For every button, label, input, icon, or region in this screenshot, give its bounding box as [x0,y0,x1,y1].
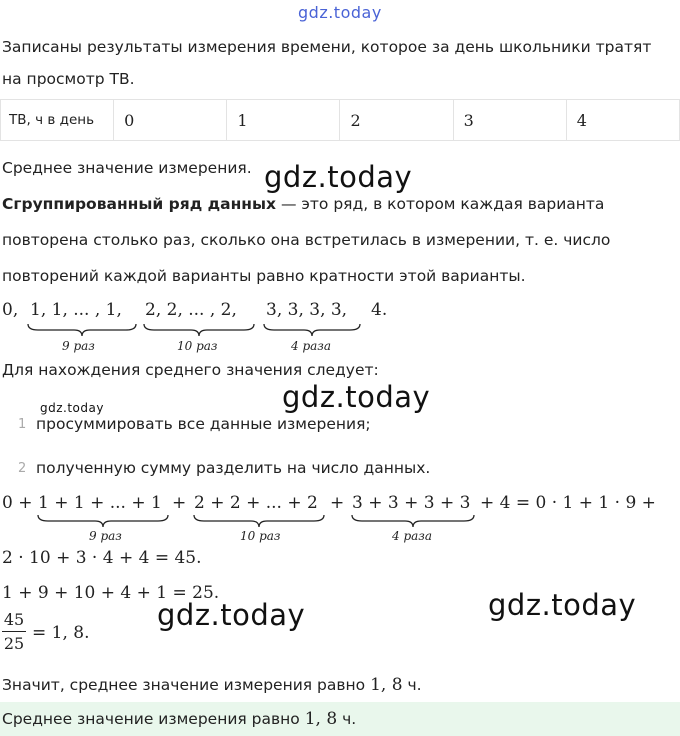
conclusion-text: Значит, среднее значение измерения равно [2,676,366,694]
underbrace-series-3 [262,322,362,338]
underbrace-label-sum-1: 9 раз [89,529,122,543]
table-row [1,100,680,141]
sum-plus-2: + [330,493,345,513]
series-group-3: 3, 3, 3, 3, [266,300,348,320]
fraction [2,610,26,653]
underbrace-sum-2 [192,513,326,529]
fraction-result: = 1, 8. [32,623,90,643]
step-number: 2 [18,461,27,476]
conclusion-value: 1, 8 [370,675,403,695]
fraction-denominator: 25 [3,634,25,653]
table-cell: 2 [340,100,453,141]
underbrace-label-sum-3: 4 раза [392,529,432,543]
watermark-mid2: gdz.today [282,380,431,414]
step-text: полученную сумму разделить на число данных. [36,459,431,477]
sum-line-2: 2 · 10 + 3 · 4 + 4 = 45. [2,548,202,568]
definition-line-1 [2,195,604,213]
series-group-2: 2, 2, ... , 2, [145,300,237,320]
steps-intro: Для нахождения среднего значения следует: [2,361,379,379]
series-first: 0, [2,300,19,320]
fraction-bar [2,631,26,632]
underbrace-label-sum-2: 10 раз [240,529,281,543]
watermark-left-low: gdz.today [157,598,306,632]
underbrace-series-1 [26,322,138,338]
series-last: 4. [371,300,388,320]
table-cell: 3 [453,100,566,141]
step-text: просуммировать все данные измерения; [36,415,371,433]
count-line: 1 + 9 + 10 + 4 + 1 = 25. [2,583,220,603]
definition-rest: — это ряд, в котором каждая варианта [276,195,605,213]
underbrace-sum-3 [350,513,476,529]
watermark-right-low: gdz.today [488,588,637,622]
mean-label: Среднее значение измерения. [2,159,252,177]
conclusion-unit: ч. [407,676,422,694]
sum-plus-1: + [172,493,187,513]
answer-line [2,709,356,729]
definition-line-3: повторений каждой варианты равно кратности этой варианты. [2,267,526,285]
answer-unit: ч. [342,710,357,728]
fraction-numerator: 45 [3,610,25,629]
sum-group-3: 3 + 3 + 3 + 3 [352,493,471,513]
underbrace-label-1: 9 раз [62,339,95,353]
sum-group-2: 2 + 2 + ... + 2 [194,493,318,513]
underbrace-sum-1 [36,513,170,529]
definition-term: Сгруппированный ряд данных [2,195,277,213]
tv-hours-table [0,99,680,141]
sum-tail: + 4 = 0 · 1 + 1 · 9 + [480,493,656,513]
answer-text: Среднее значение измерения равно [2,710,300,728]
watermark-mid1: gdz.today [264,160,413,194]
definition-line-2: повторена столько раз, сколько она встретилась в измерении, т. е. число [2,231,611,249]
intro-line-2: на просмотр ТВ. [2,70,135,88]
conclusion [2,675,422,695]
underbrace-label-2: 10 раз [177,339,218,353]
table-header-cell: ТВ, ч в день [1,100,114,141]
table-cell: 4 [566,100,679,141]
sum-part-0: 0 + [2,493,33,513]
underbrace-label-3: 4 раза [291,339,331,353]
watermark-small: gdz.today [40,401,104,415]
answer-value: 1, 8 [304,709,338,729]
intro-line-1: Записаны результаты измерения времени, которое за день школьники тратят [2,38,652,56]
series-group-1: 1, 1, ... , 1, [30,300,122,320]
table-cell: 0 [114,100,227,141]
answer-box [0,702,680,736]
underbrace-series-2 [142,322,256,338]
sum-group-1: 1 + 1 + ... + 1 [38,493,162,513]
step-number: 1 [18,417,27,432]
watermark-top: gdz.today [298,3,382,22]
table-cell: 1 [227,100,340,141]
